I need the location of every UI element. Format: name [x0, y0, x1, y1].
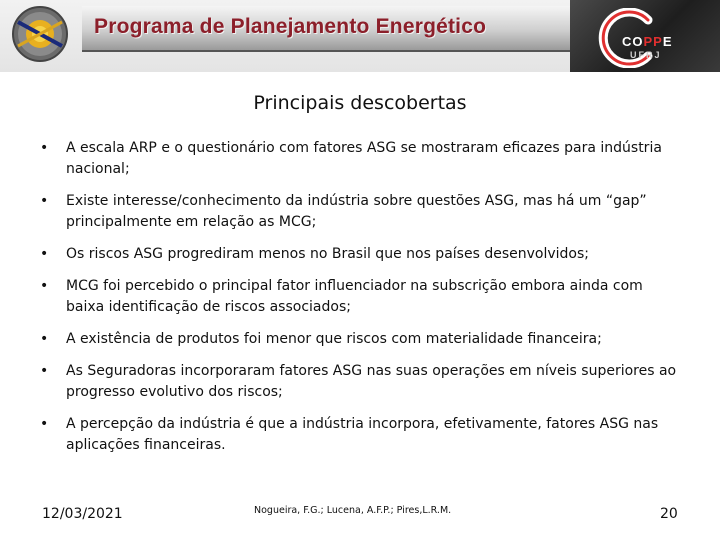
- coppe-word-pp: PP: [643, 34, 663, 49]
- bullet-dot-icon: •: [40, 363, 49, 379]
- coppe-word-co: CO: [622, 34, 644, 49]
- footer-date: 12/03/2021: [42, 506, 123, 522]
- footer-authors: Nogueira, F.G.; Lucena, A.F.P.; Pires,L.R.M.: [254, 505, 452, 516]
- page-number: 20: [660, 506, 678, 522]
- bullet-item: [40, 276, 680, 318]
- bullet-text: A percepção da indústria é que a indústria incorpora, efetivamente, fatores ASG nas aplicações financeiras.: [66, 416, 659, 453]
- bullet-dot-icon: •: [40, 331, 49, 347]
- bullet-text: Existe interesse/conhecimento da indústria sobre questões ASG, mas há um “gap” principalmente em relação as MCG;: [66, 193, 647, 230]
- coppe-wordmark: [622, 34, 673, 49]
- bullet-item: [40, 138, 680, 180]
- banner-title: Programa de Planejamento Energético: [94, 15, 487, 38]
- bullet-text: MCG foi percebido o principal fator influenciador na subscrição embora ainda com baixa identificação de riscos associados;: [66, 278, 643, 315]
- slide-title: Principais descobertas: [253, 92, 467, 114]
- slide-header: [0, 0, 720, 72]
- ppe-coppe-logo-icon: [6, 2, 74, 66]
- bullet-text: A existência de produtos foi menor que riscos com materialidade financeira;: [66, 331, 602, 347]
- bullet-dot-icon: •: [40, 278, 49, 294]
- coppe-logo-panel: [570, 0, 720, 72]
- bullet-dot-icon: •: [40, 140, 49, 156]
- bullet-item: [40, 244, 680, 265]
- title-banner: [82, 6, 570, 52]
- bullet-item: [40, 191, 680, 233]
- bullet-item: [40, 361, 680, 403]
- bullet-list: [40, 138, 680, 456]
- bullet-item: [40, 414, 680, 456]
- bullet-item: [40, 329, 680, 350]
- bullet-text: As Seguradoras incorporaram fatores ASG nas suas operações em níveis superiores ao progresso evolutivo dos riscos;: [66, 363, 677, 400]
- bullet-text: Os riscos ASG progrediram menos no Brasil que nos países desenvolvidos;: [66, 246, 589, 262]
- bullet-dot-icon: •: [40, 416, 49, 432]
- ufrj-wordmark: UFRJ: [630, 50, 662, 60]
- bullet-dot-icon: •: [40, 193, 49, 209]
- bullet-dot-icon: •: [40, 246, 49, 262]
- coppe-word-e: E: [662, 34, 673, 49]
- bullet-text: A escala ARP e o questionário com fatores ASG se mostraram eficazes para indústria nacional;: [66, 140, 662, 177]
